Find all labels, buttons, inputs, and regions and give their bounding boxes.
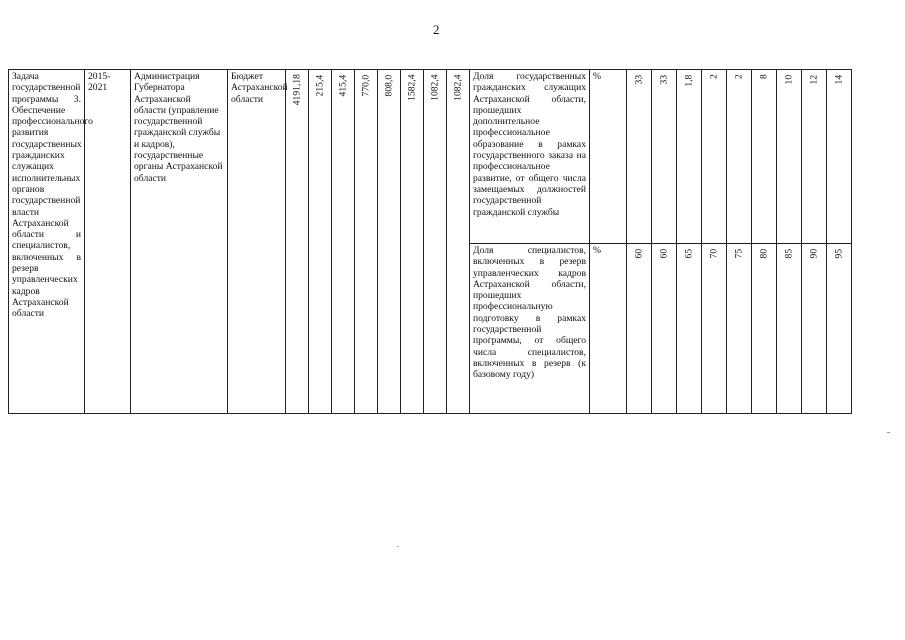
indicator-value: 60 [652, 244, 677, 414]
indicator-value: 33 [627, 70, 652, 244]
indicator-value: 90 [802, 244, 827, 414]
page-number: 2 [433, 22, 440, 37]
indicator-value: 8 [752, 70, 777, 244]
indicator-value: 2 [727, 70, 752, 244]
source-cell: Бюджет Астраханской области [228, 70, 286, 414]
indicator-name: Доля специалистов, включенных в резерв управленческих кадров Астраханской области, прошедших профессиональную подготовку в рамках государственной программы, от общего числа специалистов, включенных в резерв (к базовому году) [470, 244, 590, 414]
task-cell: Задача государственной программы 3. Обеспечение профессионального развития государственных гражданских служащих исполнительных органов государственной власти Астраханской области и специалистов, включенных в резерв управленческих кадров Астраханской области [9, 70, 85, 414]
period-cell: 2015-2021 [85, 70, 131, 414]
indicator-value: 33 [652, 70, 677, 244]
program-table [8, 69, 852, 414]
indicator-value: 80 [752, 244, 777, 414]
indicator-value: 95 [827, 244, 852, 414]
indicator-value: 12 [802, 70, 827, 244]
scan-mark [887, 432, 890, 433]
table-row [9, 70, 852, 244]
indicator-unit: % [590, 244, 627, 414]
scan-mark [397, 546, 399, 547]
indicator-value: 85 [777, 244, 802, 414]
indicator-name: Доля государственных гражданских служащих Астраханской области, прошедших дополнительное профессиональное образование в рамках государственного заказа на профессиональное развитие, от общего числа замещаемых должностей государственной гражданской службы [470, 70, 590, 244]
finance-year: 808,0 [378, 70, 401, 414]
indicator-value: 60 [627, 244, 652, 414]
finance-year: 770,0 [355, 70, 378, 414]
finance-year: 415,4 [332, 70, 355, 414]
executor-cell: Администрация Губернатора Астраханской области (управление государственной гражданской службы и кадров), государственные органы Астраханской области [131, 70, 228, 414]
finance-year: 1582,4 [401, 70, 424, 414]
indicator-value: 2 [702, 70, 727, 244]
finance-year: 1082,4 [424, 70, 447, 414]
finance-year: 215,4 [309, 70, 332, 414]
finance-total: 4191,18 [286, 70, 309, 414]
indicator-unit: % [590, 70, 627, 244]
indicator-value: 75 [727, 244, 752, 414]
indicator-value: 14 [827, 70, 852, 244]
indicator-value: 70 [702, 244, 727, 414]
indicator-value: 65 [677, 244, 702, 414]
finance-year: 1082,4 [447, 70, 470, 414]
indicator-value: 10 [777, 70, 802, 244]
indicator-value: 1,8 [677, 70, 702, 244]
